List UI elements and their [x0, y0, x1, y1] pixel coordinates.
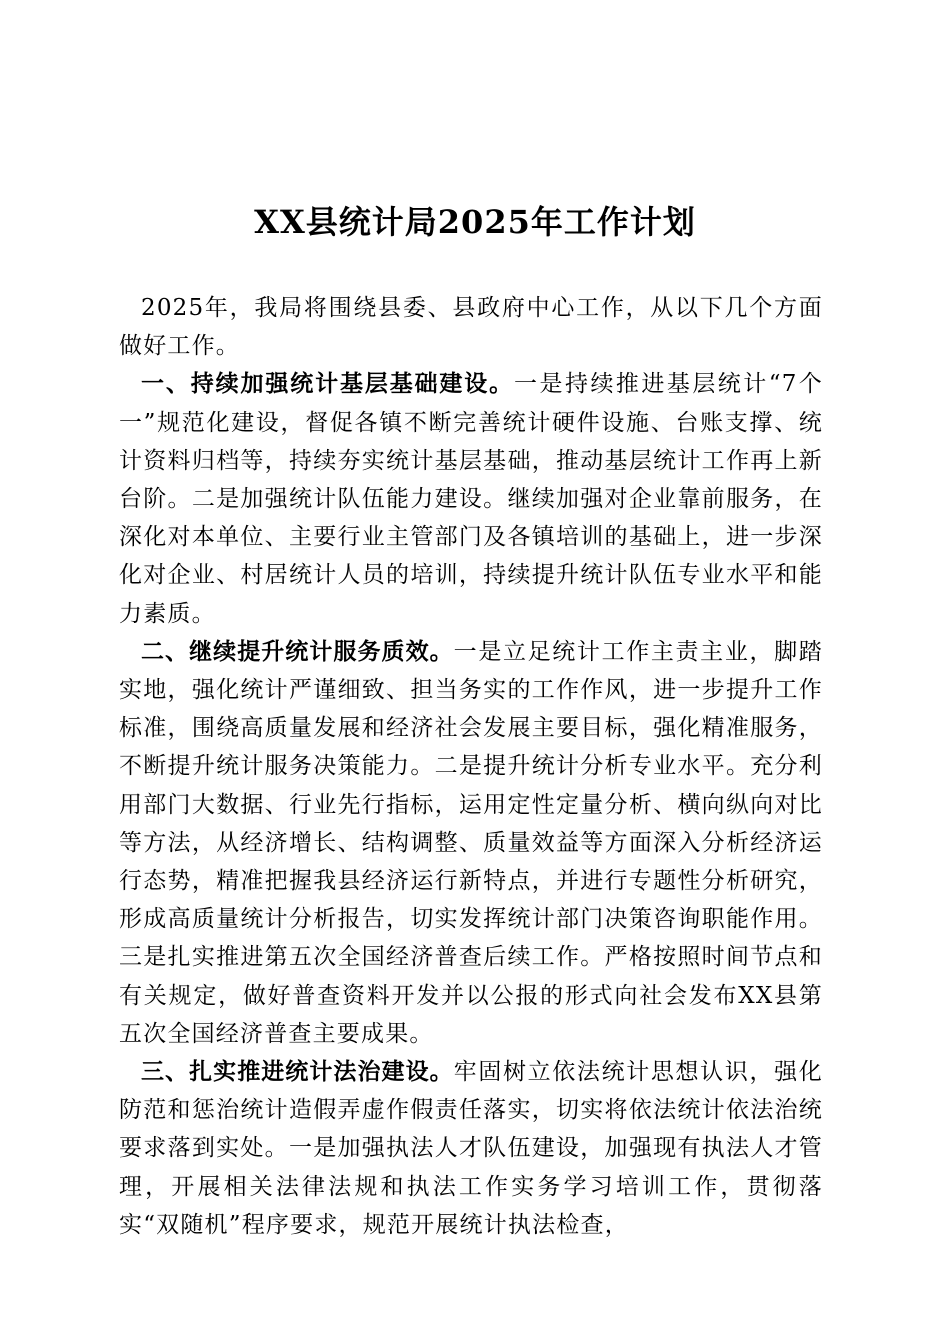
document-title: XX县统计局2025年工作计划: [254, 203, 696, 241]
section-body-2: 一是立足统计工作主责主业，脚踏实地，强化统计严谨细致、担当务实的工作作风，进一步提升工作标准，围绕高质量发展和经济社会发展主要目标，强化精准服务，不断提升统计服务决策能力。二是提升统计分析专业水平。充分利用部门大数据、行业先行指标，运用定性定量分析、横向纵向对比等方法，从经济增长、结构调整、质量效益等方面深入分析经济运行态势，精准把握我县经济运行新特点，并进行专题性分析研究，形成高质量统计分析报告，切实发挥统计部门决策咨询职能作用。三是扎实推进第五次全国经济普查后续工作。严格按照时间节点和有关规定，做好普查资料开发并以公报的形式向社会发布XX县第五次全国经济普查主要成果。: [119, 638, 823, 1047]
section-body-1: 一是持续推进基层统计“7个一”规范化建设，督促各镇不断完善统计硬件设施、台账支撑、统计资料归档等，持续夯实统计基层基础，推动基层统计工作再上新台阶。二是加强统计队伍能力建设。继续加强对企业靠前服务，在深化对本单位、主要行业主管部门及各镇培训的基础上，进一步深化对企业、村居统计人员的培训，持续提升统计队伍专业水平和能力素质。: [119, 371, 824, 627]
section-paragraph-3: [119, 1053, 823, 1244]
section-body-3: 牢固树立依法统计思想认识，强化防范和惩治统计造假弄虚作假责任落实，切实将依法统计依法治统要求落到实处。一是加强执法人才队伍建设，加强现有执法人才管理，开展相关法律法规和执法工作实务学习培训工作，贯彻落实“双随机”程序要求，规范开展统计执法检查，: [119, 1059, 823, 1238]
section-heading-3: 三、扎实推进统计法治建设。: [141, 1059, 454, 1086]
section-heading-1: 一、持续加强统计基层基础建设。: [141, 371, 515, 398]
intro-paragraph: 2025年，我局将围绕县委、县政府中心工作，从以下几个方面做好工作。: [119, 295, 823, 360]
section-paragraph-2: [119, 633, 823, 1053]
section-paragraph-1: [119, 365, 823, 632]
document-body: [119, 289, 823, 1244]
section-heading-2: 二、继续提升统计服务质效。: [141, 638, 454, 665]
